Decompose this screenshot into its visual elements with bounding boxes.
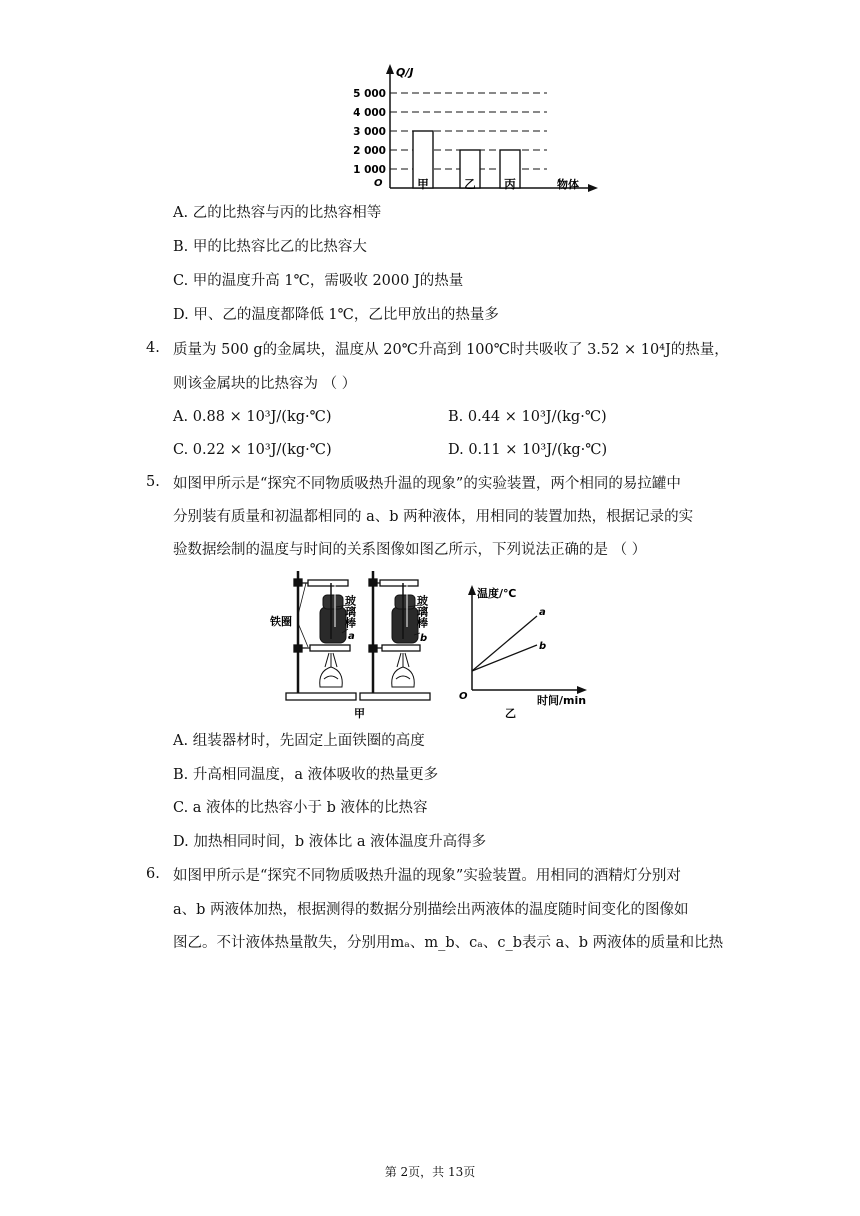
q3-option-a[interactable]: A. 乙的比热容与丙的比热容相等: [173, 205, 382, 221]
q4-option-c[interactable]: C. 0.22 × 10³J/(kg·℃): [173, 442, 332, 458]
label-liquid-a: a: [348, 631, 355, 642]
graph-line-a-label: a: [539, 607, 546, 618]
can-right: [392, 583, 418, 643]
y-axis-label: Q/J: [396, 66, 414, 79]
y-tick-label: 4 000: [353, 107, 386, 119]
q3-option-d[interactable]: D. 甲、乙的温度都降低 1℃，乙比甲放出的热量多: [173, 307, 499, 323]
x-axis-label: 物体: [557, 178, 579, 191]
q5-number: 5.: [146, 474, 160, 490]
q4-option-a[interactable]: A. 0.88 × 10³J/(kg·℃): [173, 409, 332, 425]
y-tick-label: 1 000: [353, 164, 386, 176]
page-footer: 第 2页，共 13页: [384, 1165, 476, 1179]
line-a: [472, 616, 537, 671]
q3-option-b[interactable]: B. 甲的比热容比乙的比热容大: [173, 239, 367, 255]
label-liquid-b: b: [420, 633, 428, 644]
caption-jia: 甲: [354, 707, 365, 720]
graph-x-label: 时间/min: [537, 694, 587, 707]
q5-option-d[interactable]: D. 加热相同时间，b 液体比 a 液体温度升高得多: [173, 834, 487, 850]
heat-bar-chart: [330, 60, 579, 195]
q5-stem-line1: 如图甲所示是“探究不同物质吸热升温的现象”的实验装置，两个相同的易拉罐中: [173, 476, 681, 492]
q5-option-b[interactable]: B. 升高相同温度，a 液体吸收的热量更多: [173, 767, 439, 783]
x-tick-label: 丙: [504, 177, 516, 191]
lamp-left: [320, 653, 343, 687]
q6-stem-line3: 图乙。不计液体热量散失，分别用mₐ、m_b、cₐ、c_b表示 a、b 两液体的质量和比热: [173, 935, 724, 951]
q4-stem-line2: 则该金属块的比热容为 （ ）: [173, 376, 357, 392]
y-tick-label: 3 000: [353, 126, 386, 138]
lamp-right: [392, 653, 415, 687]
q5-option-c[interactable]: C. a 液体的比热容小于 b 液体的比热容: [173, 800, 428, 816]
graph-y-label: 温度/℃: [477, 587, 517, 600]
label-bolibang-left: 玻璃棒: [343, 595, 357, 628]
q5-apparatus-figure: [268, 567, 448, 719]
y-tick-label: 5 000: [353, 88, 386, 100]
q4-option-d[interactable]: D. 0.11 × 10³J/(kg·℃): [448, 442, 608, 458]
q4-option-b[interactable]: B. 0.44 × 10³J/(kg·℃): [448, 409, 607, 425]
graph-x-arrow: [577, 686, 587, 694]
q6-number: 6.: [146, 866, 160, 882]
y-axis-arrow: [386, 64, 394, 74]
q5-stem-line2: 分别装有质量和初温都相同的 a、b 两种液体，用相同的装置加热，根据记录的实: [173, 509, 694, 525]
q3-option-c[interactable]: C. 甲的温度升高 1℃，需吸收 2000 J的热量: [173, 273, 464, 289]
x-axis-arrow: [588, 184, 598, 192]
caption-yi: 乙: [505, 707, 516, 720]
chart-origin: O: [374, 178, 383, 189]
x-tick-label: 甲: [417, 177, 429, 191]
x-tick-label: 乙: [464, 177, 476, 191]
q5-stem-line3: 验数据绘制的温度与时间的关系图像如图乙所示，下列说法正确的是 （ ）: [173, 542, 647, 558]
graph-y-arrow: [468, 585, 476, 595]
can-left: [320, 583, 346, 643]
q4-stem-line1: 质量为 500 g的金属块，温度从 20℃升高到 100℃时共吸收了 3.52 × 10⁴J的热量，: [173, 342, 729, 358]
y-tick-label: 2 000: [353, 145, 386, 157]
leader-tiequan-bottom: [298, 623, 308, 647]
q6-stem-line1: 如图甲所示是“探究不同物质吸热升温的现象”实验装置。用相同的酒精灯分别对: [173, 868, 681, 884]
q6-stem-line2: a、b 两液体加热，根据测得的数据分别描绘出两液体的温度随时间变化的图像如: [173, 902, 689, 918]
label-bolibang-right: 玻璃棒: [415, 595, 429, 628]
label-tiequan: 铁圈: [270, 615, 292, 628]
line-b: [472, 645, 537, 671]
q5-temperature-graph: [455, 583, 595, 718]
graph-line-b-label: b: [539, 641, 547, 652]
q4-number: 4.: [146, 340, 160, 356]
graph-origin: O: [459, 691, 468, 702]
q5-option-a[interactable]: A. 组装器材时，先固定上面铁圈的高度: [173, 733, 425, 749]
